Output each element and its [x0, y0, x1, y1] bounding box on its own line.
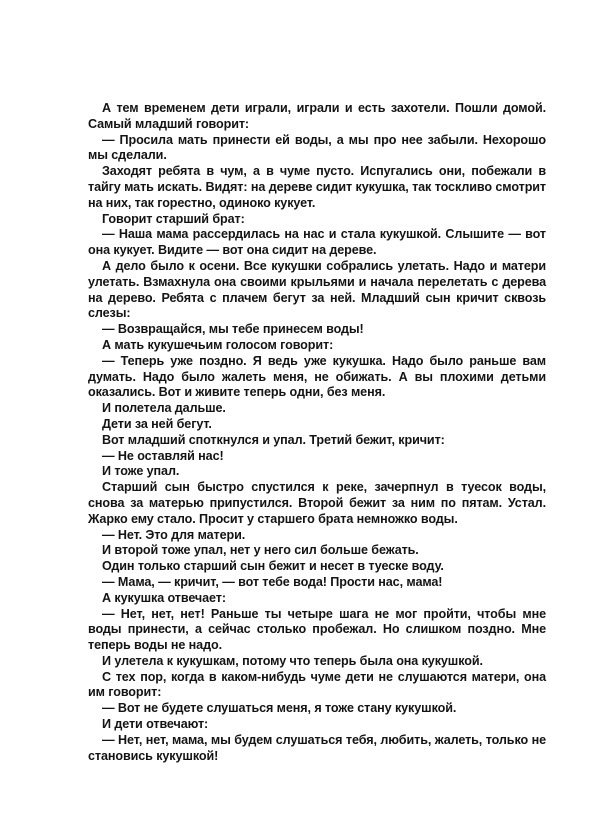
story-page [88, 101, 546, 764]
paragraph: А мать кукушечьим голосом говорит: [102, 337, 334, 352]
paragraph: И улетела к кукушкам, потому что теперь была она кукушкой. [102, 653, 483, 668]
paragraph: И тоже упал. [102, 464, 180, 479]
paragraph: — Не оставляй нас! [102, 448, 224, 463]
paragraph: С тех пор, когда в каком-нибудь чуме дети не слушаются матери, она им говорит: [88, 669, 546, 700]
paragraph: Старший сын быстро спустился к реке, зачерпнул в туесок воды, снова за матерью припустился. Второй бежит за ним по пятам. Устал. Жарко ему стало. Просит у старшего брата немножко воды. [88, 480, 546, 526]
paragraph: И дети отвечают: [102, 717, 209, 732]
paragraph: И второй тоже упал, нет у него сил больше бежать. [102, 543, 419, 558]
paragraph: А кукушка отвечает: [102, 590, 226, 605]
paragraph: — Теперь уже поздно. Я ведь уже кукушка. Надо было раньше вам думать. Надо было жалеть меня, не обижать. А вы плохими детьми оказались. Вот и живите теперь одни, без меня. [88, 353, 546, 400]
paragraph: — Возвращайся, мы тебе принесем воды! [102, 322, 364, 337]
paragraph: — Просила мать принести ей воды, а мы про нее забыли. Нехорошо мы сделали. [88, 132, 546, 163]
paragraph: Вот младший споткнулся и упал. Третий бежит, кричит: [102, 432, 445, 447]
paragraph: Один только старший сын бежит и несет в туеске воду. [102, 559, 444, 574]
paragraph: Говорит старший брат: [102, 211, 245, 226]
paragraph: А дело было к осени. Все кукушки собрались улетать. Надо и матери улетать. Взмахнула она своими крыльями и начала перелетать с дерева на дерево. Ребята с плачем бегут за ней. Младший сын кричит сквозь слезы: [88, 258, 546, 321]
paragraph: И полетела дальше. [102, 401, 226, 416]
paragraph: А тем временем дети играли, играли и есть захотели. Пошли домой. Самый младший говорит: [88, 101, 546, 131]
paragraph: — Нет, нет, мама, мы будем слушаться тебя, любить, жалеть, только не становись кукушкой! [88, 732, 546, 763]
paragraph: — Мама, — кричит, — вот тебе вода! Прости нас, мама! [102, 574, 443, 589]
paragraph: — Нет, нет, нет! Раньше ты четыре шага не мог пройти, чтобы мне воды принести, а сейчас столько пробежал. Но слишком поздно. Мне теперь воды не надо. [88, 606, 546, 653]
paragraph: — Наша мама рассердилась на нас и стала кукушкой. Слышите — вот она кукует. Видите — вот она сидит на дереве. [88, 227, 546, 258]
paragraph: Дети за ней бегут. [102, 416, 212, 431]
paragraph: Заходят ребята в чум, а в чуме пусто. Испугались они, побежали в тайгу мать искать. Видят: на дереве сидит кукушка, так тоскливо смотрит на них, так горестно, одиноко кукует. [88, 164, 546, 210]
paragraph: — Вот не будете слушаться меня, я тоже стану кукушкой. [102, 701, 457, 716]
paragraph: — Нет. Это для матери. [102, 527, 246, 542]
